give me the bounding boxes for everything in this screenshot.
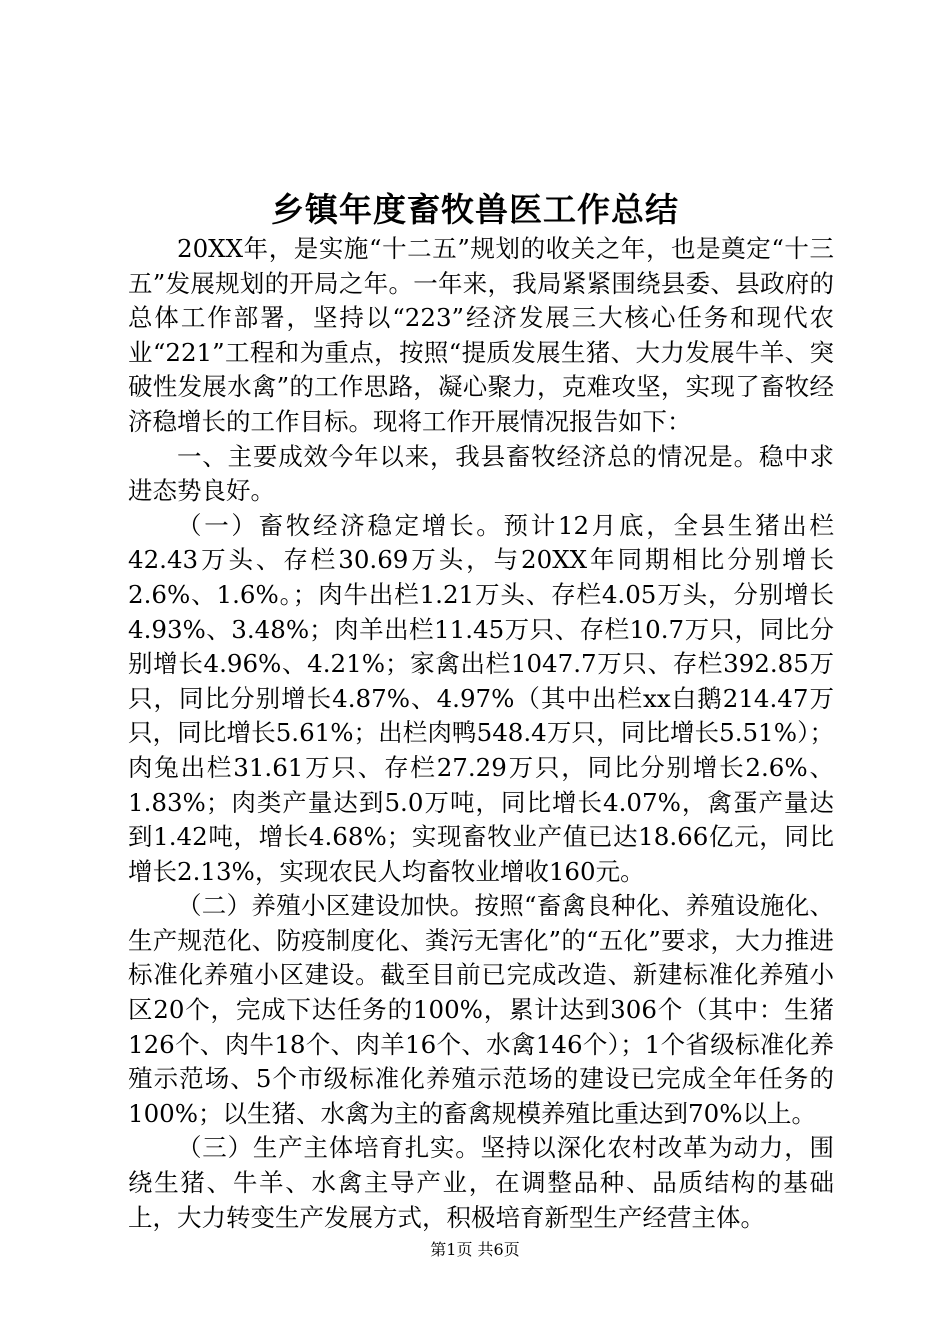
paragraph-economy-growth: （一）畜牧经济稳定增长。预计12月底，全县生猪出栏42.43万头、存栏30.69万头，与20XX年同期相比分别增长2.6%、1.6%。；肉牛出栏1.21万头、存栏4.05万头，分别增长4.93%、3.48%；肉羊出栏11.45万只、存栏10.7万只，同比分别增长4.96%、4.21%；家禽出栏1047.7万只、存栏392.85万只，同比分别增长4.87%、4.97%（其中出栏xx白鹅214.47万只，同比增长5.61%；出栏肉鸭548.4万只，同比增长5.51%）；肉兔出栏31.61万只、存栏27.29万只，同比分别增长2.6%、1.83%；肉类产量达到5.0万吨，同比增长4.07%，禽蛋产量达到1.42吨，增长4.68%；实现畜牧业产值已达18.66亿元，同比增长2.13%，实现农民人均畜牧业增收160元。: [128, 510, 834, 886]
page-footer: 第1页 共6页: [430, 1240, 520, 1259]
paragraph-production-entities: （三）生产主体培育扎实。坚持以深化农村改革为动力，围绕生猪、牛羊、水禽主导产业，在调整品种、品质结构的基础上，大力转变生产发展方式，积极培育新型生产经营主体。: [128, 1133, 834, 1232]
paragraph-intro: 20XX年，是实施“十二五”规划的收关之年，也是奠定“十三五”发展规划的开局之年。一年来，我局紧紧围绕县委、县政府的总体工作部署，坚持以“223”经济发展三大核心任务和现代农业“221”工程和为重点，按照“提质发展生猪、大力发展牛羊、突破性发展水禽”的工作思路，凝心聚力，克难攻坚，实现了畜牧经济稳增长的工作目标。现将工作开展情况报告如下：: [128, 234, 834, 436]
paragraph-section-1: 一、主要成效今年以来，我县畜牧经济总的情况是。稳中求进态势良好。: [128, 441, 834, 506]
document-body: [128, 232, 834, 1235]
paragraph-breeding-zones: （二）养殖小区建设加快。按照“畜禽良种化、养殖设施化、生产规范化、防疫制度化、粪污无害化”的“五化”要求，大力推进标准化养殖小区建设。截至目前已完成改造、新建标准化养殖小区20个，完成下达任务的100%，累计达到306个（其中：生猪126个、肉牛18个、肉羊16个、水禽146个）；1个省级标准化养殖示范场、5个市级标准化养殖示范场的建设已完成全年任务的100%；以生猪、水禽为主的畜禽规模养殖比重达到70%以上。: [128, 891, 834, 1128]
document-title: 乡镇年度畜牧兽医工作总结: [271, 190, 679, 229]
